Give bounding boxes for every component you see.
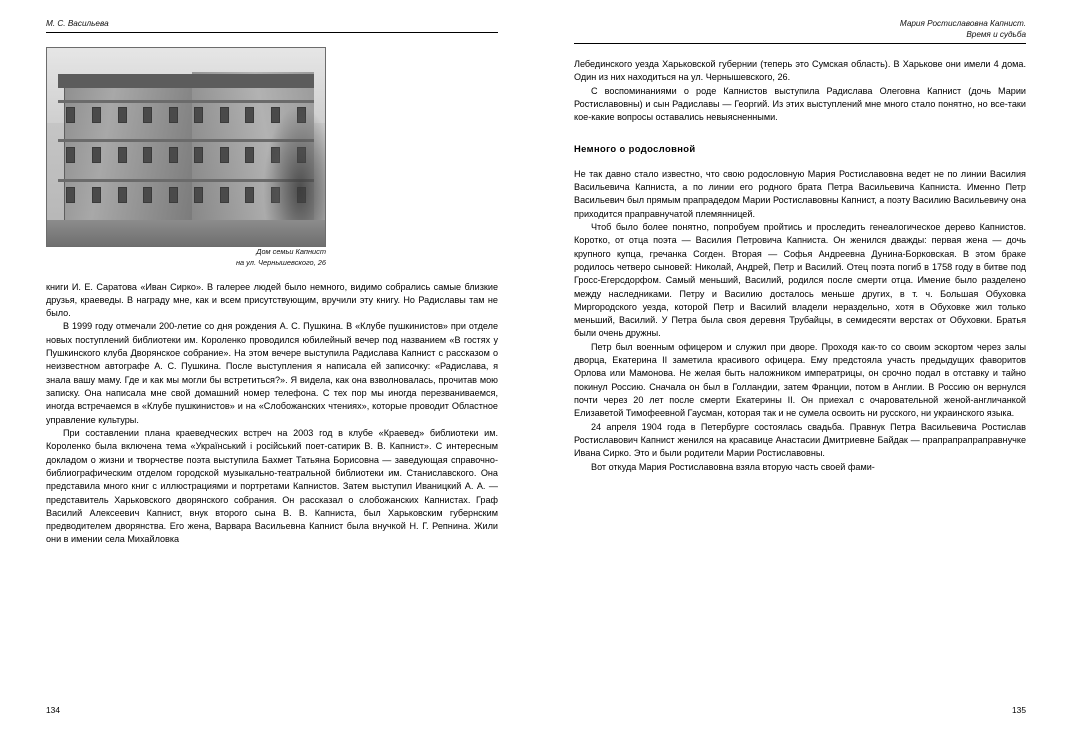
- running-head-right-line-1: Мария Ростиславовна Капнист.: [899, 19, 1026, 28]
- header-rule-right: [574, 43, 1026, 44]
- page-right: [536, 0, 1072, 733]
- figure-caption-line-1: Дом семьи Капнист: [256, 247, 326, 257]
- paragraph: Чтоб было более понятно, попробуем пройтись и проследить генеалогическое дерево Капнистов. Коротко, от отца поэта — Василия Петровича Капниста. Он женился дважды: первая жена — дочь крупного купца, гречанка Согден. Вторая — Софья Андреевна Дунина-Борковская. В этом браке родилось четверо сыновей: Николай, Андрей, Петр и Василий. Отец поэта погиб в 1758 году в битве под Гросс-Егерсдорфом. Самый меньший, Василий, родился после смерти отца. Имение было разделено между наследниками. Петру и Василию досталось меньше других, в т. ч. Большая Обуховка Миргородского уезда, которой Петр и Василий владели нераздельно, хотя в Обуховке жил только меньший, Василий. У Петра была своя деревня Трубайцы, в семидесяти верстах от Обуховки. Братья были очень дружны.: [574, 221, 1026, 339]
- paragraph: С воспоминаниями о роде Капнистов выступила Радислава Олеговна Капнист (дочь Марии Ростиславовны) и сын Радиславы — Георгий. Из этих выступлений мне много стало понятно, но все-таки кое-какие вопросы оставались невыясненными.: [574, 85, 1026, 123]
- running-head-left: М. С. Васильева: [46, 19, 109, 28]
- photo-roof: [58, 74, 314, 88]
- body-text-left: [46, 281, 498, 547]
- paragraph: Вот откуда Мария Ростиславовна взяла вторую часть своей фами-: [591, 461, 875, 472]
- photo-street: [47, 220, 325, 246]
- figure-caption: [46, 247, 326, 268]
- folio-right: 135: [1012, 705, 1026, 715]
- paragraph: 24 апреля 1904 года в Петербурге состоялась свадьба. Правнук Петра Васильевича Ростислав Ростиславович Капнист женился на красавице Анастасии Дмитриевне Байдак — прапрапрапраправнучке Ивана Сирко. Это и были родители Марии Ростиславовны.: [574, 421, 1026, 459]
- paragraph: При составлении плана краеведческих встреч на 2003 год в клубе «Краевед» библиотеки им. Короленко была включена тема «Український і російський поет-сатирик В. В. Капнист». С интересным докладом о жизни и творчестве поэта выступила Бахмет Татьяна Борисовна — заведующая справочно-библиографическим отделом городской музыкально-театральной библиотеки им. Станиславского. Она представила много книг с иллюстрациями и портретами Капнистов. Затем выступил Иваницкий А. А. — представитель Харьковского дворянского собрания. Он рассказал о слобожанских Капнистах. Граф Василий Алексеевич Капнист, внук второго сына В. В. Капниста, был Харьковским губернским предводителем дворянства. Его жена, Варвара Васильевна Капнист была внучкой Н. Г. Репнина. Жили они в имении села Михайловка: [46, 427, 498, 545]
- paragraph: Петр был военным офицером и служил при дворе. Проходя как-то со своим эскортом через залы дворца, Екатерина II заметила красивого офицера. Ему предстояла участь предыдущих фаворитов Орлова или Мамонова. Не желая быть наложником императрицы, он срочно подал в отставку и тайно покинул Россию. Сначала он был в Голландии, затем Франции, потом в Англии. В Россию он вернулся почти через 20 лет после смерти Екатерины II. Он приехал с очаровательной женой-англичанкой Елизаветой Тимофеевной Гаусман, которая так и не сумела освоить ни русского, ни украинского языка.: [574, 341, 1026, 419]
- paragraph: Лебединского уезда Харьковской губернии (теперь это Сумская область). В Харькове они имели 4 дома. Один из них находиться на ул. Чернышевского, 26.: [574, 59, 1026, 83]
- page-left: [0, 0, 536, 733]
- figure-caption-line-2: на ул. Чернышевского, 26: [235, 257, 326, 267]
- photo-cornice-1: [58, 100, 314, 103]
- body-text-right-bottom: [574, 168, 1026, 474]
- paragraph: Не так давно стало известно, что свою родословную Мария Ростиславовна ведет не по линии Василия Васильевича Капниста, а по линии его родного брата Петра Васильевича Капниста. Именно Петр Васильевич был прямым прапрадедом Марии Ростиславовны Капнист, а поэту Василию Васильевичу она приходится праправнучатой племянницей.: [574, 168, 1026, 219]
- running-head-right: [574, 18, 1026, 40]
- figure-house: [46, 47, 326, 268]
- paragraph: книги И. Е. Саратова «Иван Сирко». В галерее людей было немного, видимо собрались самые близкие друзья, краеведы. В награду мне, как и всем присутствующим, вручили эту книгу. Но Радиславы там не было.: [46, 281, 498, 319]
- section-heading: Немного о родословной: [574, 142, 696, 154]
- body-text-right-top: [574, 58, 1026, 125]
- folio-left: 134: [46, 705, 60, 715]
- photo-house-kapnist: [46, 47, 326, 247]
- header-rule-left: [46, 32, 498, 33]
- running-head-right-line-2: Время и судьба: [966, 30, 1026, 40]
- paragraph: В 1999 году отмечали 200-летие со дня рождения А. С. Пушкина. В «Клубе пушкинистов» при отделе новых поступлений библиотеки им. Короленко проводился юбилейный вечер под названием «В гостях у Пушкинского клуба Дворянское собрание». На этом вечере выступила Радислава Капнист с рассказом о неизвестном автографе А. С. Пушкина. После выступления я написала ей записочку: «Радислава, я знала вашу маму. Где и как мы могли бы встретиться?». Я видела, как она взволновалась, прочитав мою записку. Она написала мне свой домашний номер телефона. С тех пор мы иногда перезваниваемся, иногда встречаемся в «Клубе пушкинистов» и на «Слобожанских чтениях», которые проводит Областное управление культуры.: [46, 321, 498, 425]
